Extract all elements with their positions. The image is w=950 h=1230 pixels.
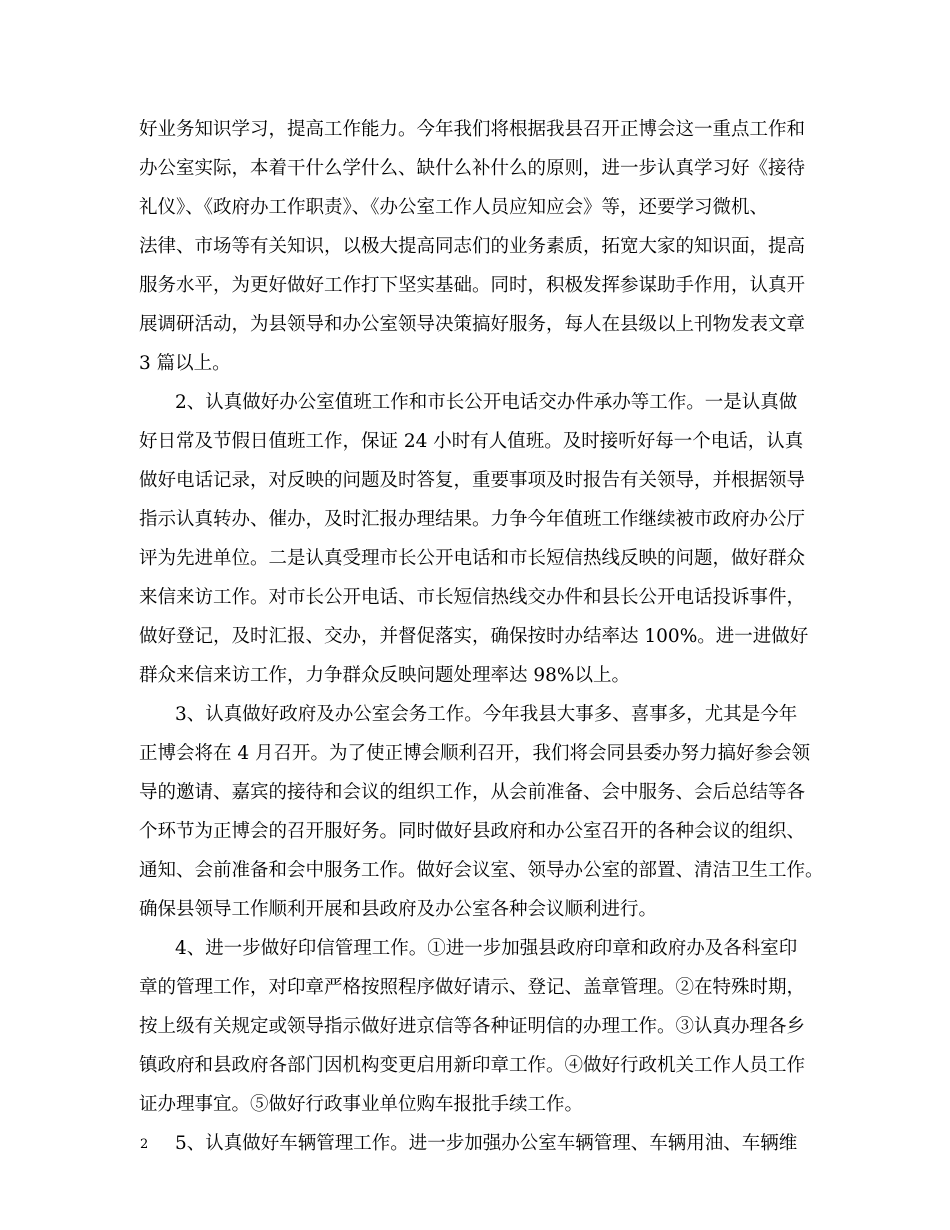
body-text-line: 证办理事宜。⑤做好行政事业单位购车报批手续工作。 — [139, 1094, 584, 1115]
body-text-line: 通知、会前准备和会中服务工作。做好会议室、领导办公室的部置、清洁卫生工作。 — [139, 860, 824, 881]
paragraph-start-line: 2、认真做好办公室值班工作和市长公开电话交办件承办等工作。一是认真做 — [175, 392, 798, 413]
body-text-line: 服务水平，为更好做好工作打下坚实基础。同时，积极发挥参谋助手作用，认真开 — [139, 275, 806, 296]
body-text-line: 展调研活动，为县领导和办公室领导决策搞好服务，每人在县级以上刊物发表文章 — [139, 314, 806, 335]
body-text-line: 评为先进单位。二是认真受理市长公开电话和市长短信热线反映的问题，做好群众 — [139, 548, 806, 569]
body-text-line: 做好电话记录，对反映的问题及时答复，重要事项及时报告有关领导，并根据领导 — [139, 470, 806, 491]
body-text-line: 法律、市场等有关知识，以极大提高同志们的业务素质，拓宽大家的知识面，提高 — [139, 236, 806, 257]
body-text-line: 指示认真转办、催办，及时汇报办理结果。力争今年值班工作继续被市政府办公厅 — [139, 509, 806, 530]
page-number: 2 — [140, 1137, 149, 1152]
body-text-line: 个环节为正博会的召开服好务。同时做好县政府和办公室召开的各种会议的组织、 — [139, 821, 806, 842]
body-text-line: 来信来访工作。对市长公开电话、市长短信热线交办件和县长公开电话投诉事件， — [139, 587, 806, 608]
paragraph-start-line: 5、认真做好车辆管理工作。进一步加强办公室车辆管理、车辆用油、车辆维 — [175, 1133, 798, 1154]
body-text-line: 导的邀请、嘉宾的接待和会议的组织工作，从会前准备、会中服务、会后总结等各 — [139, 782, 806, 803]
body-text-line: 3 篇以上。 — [139, 353, 231, 374]
body-text-line: 群众来信来访工作，力争群众反映问题处理率达 98%以上。 — [139, 665, 631, 686]
body-text-line: 按上级有关规定或领导指示做好进京信等各种证明信的办理工作。③认真办理各乡 — [139, 1016, 806, 1037]
body-text-line: 章的管理工作，对印章严格按照程序做好请示、登记、盖章管理。②在特殊时期， — [139, 977, 806, 998]
body-text-line: 正博会将在 4 月召开。为了使正博会顺利召开，我们将会同县委办努力搞好参会领 — [139, 743, 811, 764]
body-text-line: 镇政府和县政府各部门因机构变更启用新印章工作。④做好行政机关工作人员工作 — [139, 1055, 806, 1076]
body-text-line: 办公室实际，本着干什么学什么、缺什么补什么的原则，进一步认真学习好《接待 — [139, 158, 806, 179]
body-text-line: 好日常及节假日值班工作，保证 24 小时有人值班。及时接听好每一个电话，认真 — [139, 431, 804, 452]
body-text-line: 好业务知识学习，提高工作能力。今年我们将根据我县召开正博会这一重点工作和 — [139, 119, 806, 140]
body-text-line: 确保县领导工作顺利开展和县政府及办公室各种会议顺利进行。 — [139, 899, 658, 920]
paragraph-start-line: 3、认真做好政府及办公室会务工作。今年我县大事多、喜事多，尤其是今年 — [175, 704, 798, 725]
body-text-line: 礼仪》、《政府办工作职责》、《办公室工作人员应知应会》等，还要学习微机、 — [139, 197, 769, 218]
body-text-line: 做好登记，及时汇报、交办，并督促落实，确保按时办结率达 100%。进一进做好 — [139, 626, 809, 647]
paragraph-start-line: 4、进一步做好印信管理工作。①进一步加强县政府印章和政府办及各科室印 — [175, 938, 798, 959]
